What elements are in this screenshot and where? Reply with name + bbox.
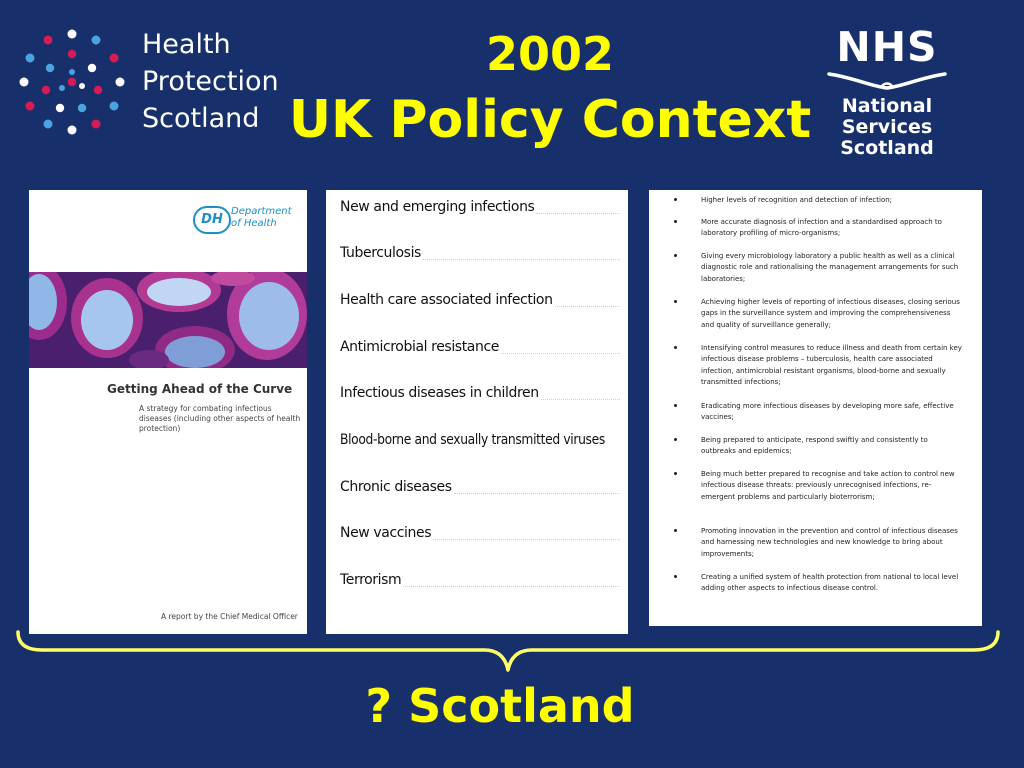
nss-line: National (841, 95, 933, 117)
dotted-leader (454, 493, 620, 494)
dotted-leader (433, 539, 620, 540)
bullet-text: Creating a unified system of health protection from national to local level adding other aspects to infectious disease control. (701, 573, 959, 593)
bullet-text: Higher levels of recognition and detection of infection; (701, 196, 893, 204)
bullet-text: Being prepared to anticipate, respond swiftly and consistently to outbreaks and epidemics; (701, 436, 928, 456)
cover-subtitle: A strategy for combating infectious diseases (including other aspects of health protection) (139, 404, 301, 433)
hps-logo-line: Health (142, 29, 231, 60)
list-item (340, 569, 620, 589)
list-item (340, 336, 620, 356)
list-item (340, 242, 620, 262)
bullet-text: Intensifying control measures to reduce illness and death from certain key infectious disease problems – tuberculosis, health care associated infection, antimicrobial resistant organisms, blood-borne and sexually transmitted infections; (701, 344, 962, 386)
bullet-text: Giving every microbiology laboratory a public health as well as a clinical diagnostic role and rationalising the management arrangements for such laboratories; (701, 252, 959, 283)
list-item-text: New and emerging infections (340, 199, 535, 215)
nss-line: Scotland (840, 137, 934, 159)
nhs-mark: NHS (836, 23, 938, 71)
bullet-icon (674, 575, 677, 578)
cover-micrograph-image (29, 272, 307, 368)
strategy-bullets-panel (649, 190, 982, 626)
dh-logo-name-line: Department (231, 206, 292, 217)
list-item (340, 476, 620, 496)
dotted-leader (536, 213, 620, 214)
scotland-label: ? Scotland (365, 679, 635, 733)
list-item (340, 429, 620, 449)
list-item-text: Chronic diseases (340, 479, 452, 495)
list-item (340, 382, 620, 402)
bullet-text: More accurate diagnosis of infection and a standardised approach to laboratory profiling of micro-organisms; (701, 218, 942, 238)
dotted-leader (403, 586, 620, 587)
list-item-text: Infectious diseases in children (340, 385, 539, 401)
dotted-leader (541, 399, 620, 400)
dot-circle-icon (18, 28, 126, 136)
dh-logo-name-line: of Health (231, 218, 277, 229)
bullet-text: Achieving higher levels of reporting of infectious diseases, closing serious gaps in the surveillance system and improving the comprehensiveness and quality of surveillance generally; (701, 298, 960, 329)
contents-list-panel (326, 190, 628, 634)
bullet-icon (674, 220, 677, 223)
bullet-icon (674, 346, 677, 349)
page-title: UK Policy Context (288, 90, 812, 150)
bullet-text: Promoting innovation in the prevention and control of infectious diseases and harnessing new technologies and new knowledge to bring about improvements; (701, 527, 958, 558)
bullet-icon (674, 438, 677, 441)
list-item (340, 289, 620, 309)
nss-line: Services (841, 116, 933, 138)
bullet-icon (674, 254, 677, 257)
curly-brace-icon (14, 628, 1004, 676)
hps-logo-line: Scotland (142, 103, 260, 134)
dotted-leader (423, 259, 620, 260)
dh-logo-mark: DH (193, 206, 231, 234)
list-item-text: New vaccines (340, 525, 432, 541)
dh-logo (193, 204, 303, 244)
list-item-text: Terrorism (340, 572, 402, 588)
list-item-text: Tuberculosis (340, 245, 421, 261)
list-item-text: Health care associated infection (340, 292, 553, 308)
bullet-icon (674, 529, 677, 532)
cover-title: Getting Ahead of the Curve (107, 382, 293, 396)
list-item-text: Antimicrobial resistance (340, 339, 499, 355)
hps-logo-text (142, 26, 279, 137)
swoosh-icon (825, 70, 949, 92)
cover-footer: A report by the Chief Medical Officer (161, 612, 298, 621)
bullet-icon (674, 404, 677, 407)
list-item-text: Blood-borne and sexually transmitted viruses (340, 432, 605, 448)
bullet-text: Eradicating more infectious diseases by developing more safe, effective vaccines; (701, 402, 954, 422)
list-item (340, 196, 620, 216)
report-cover-panel (29, 190, 307, 634)
nhs-nss-logo (822, 23, 952, 159)
bullet-text: Being much better prepared to recognise and take action to control new infectious disease threats: previously unrecognised infections, re-emergent problems and particularly bioterrorism; (701, 470, 955, 501)
hps-logo-line: Protection (142, 66, 279, 97)
bullet-icon (674, 198, 677, 201)
dh-logo-name (231, 206, 292, 230)
title-year: 2002 (485, 27, 615, 81)
bullet-icon (674, 300, 677, 303)
dotted-leader (501, 353, 620, 354)
list-item (340, 522, 620, 542)
bullet-icon (674, 472, 677, 475)
dotted-leader (555, 306, 620, 307)
